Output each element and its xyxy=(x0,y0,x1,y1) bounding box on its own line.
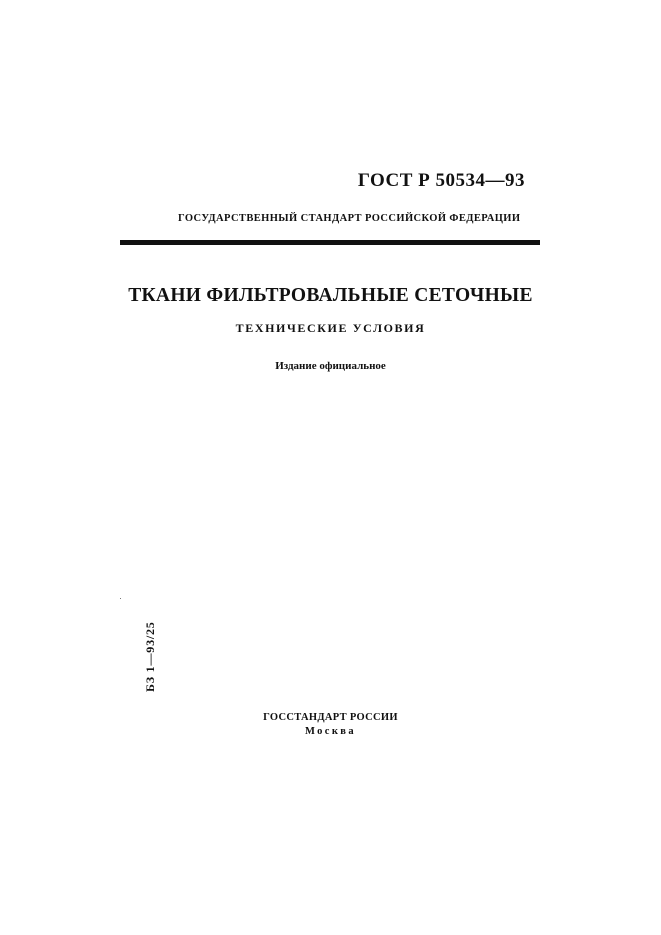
page-subtitle: ТЕХНИЧЕСКИЕ УСЛОВИЯ xyxy=(235,321,426,335)
gost-number: ГОСТ Р 50534—93 xyxy=(357,170,525,191)
header-rule xyxy=(120,240,540,245)
edition-note: Издание официальное xyxy=(275,360,386,372)
publisher-city: Москва xyxy=(304,726,357,737)
publisher: ГОССТАНДАРТ РОССИИ xyxy=(263,712,398,723)
state-standard-heading: ГОСУДАРСТВЕННЫЙ СТАНДАРТ РОССИЙСКОЙ ФЕДЕРАЦИИ xyxy=(178,213,521,224)
page-title: ТКАНИ ФИЛЬТРОВАЛЬНЫЕ СЕТОЧНЫЕ xyxy=(128,285,533,306)
side-code: БЗ 1—93/25 xyxy=(143,621,157,692)
speck xyxy=(120,598,121,599)
